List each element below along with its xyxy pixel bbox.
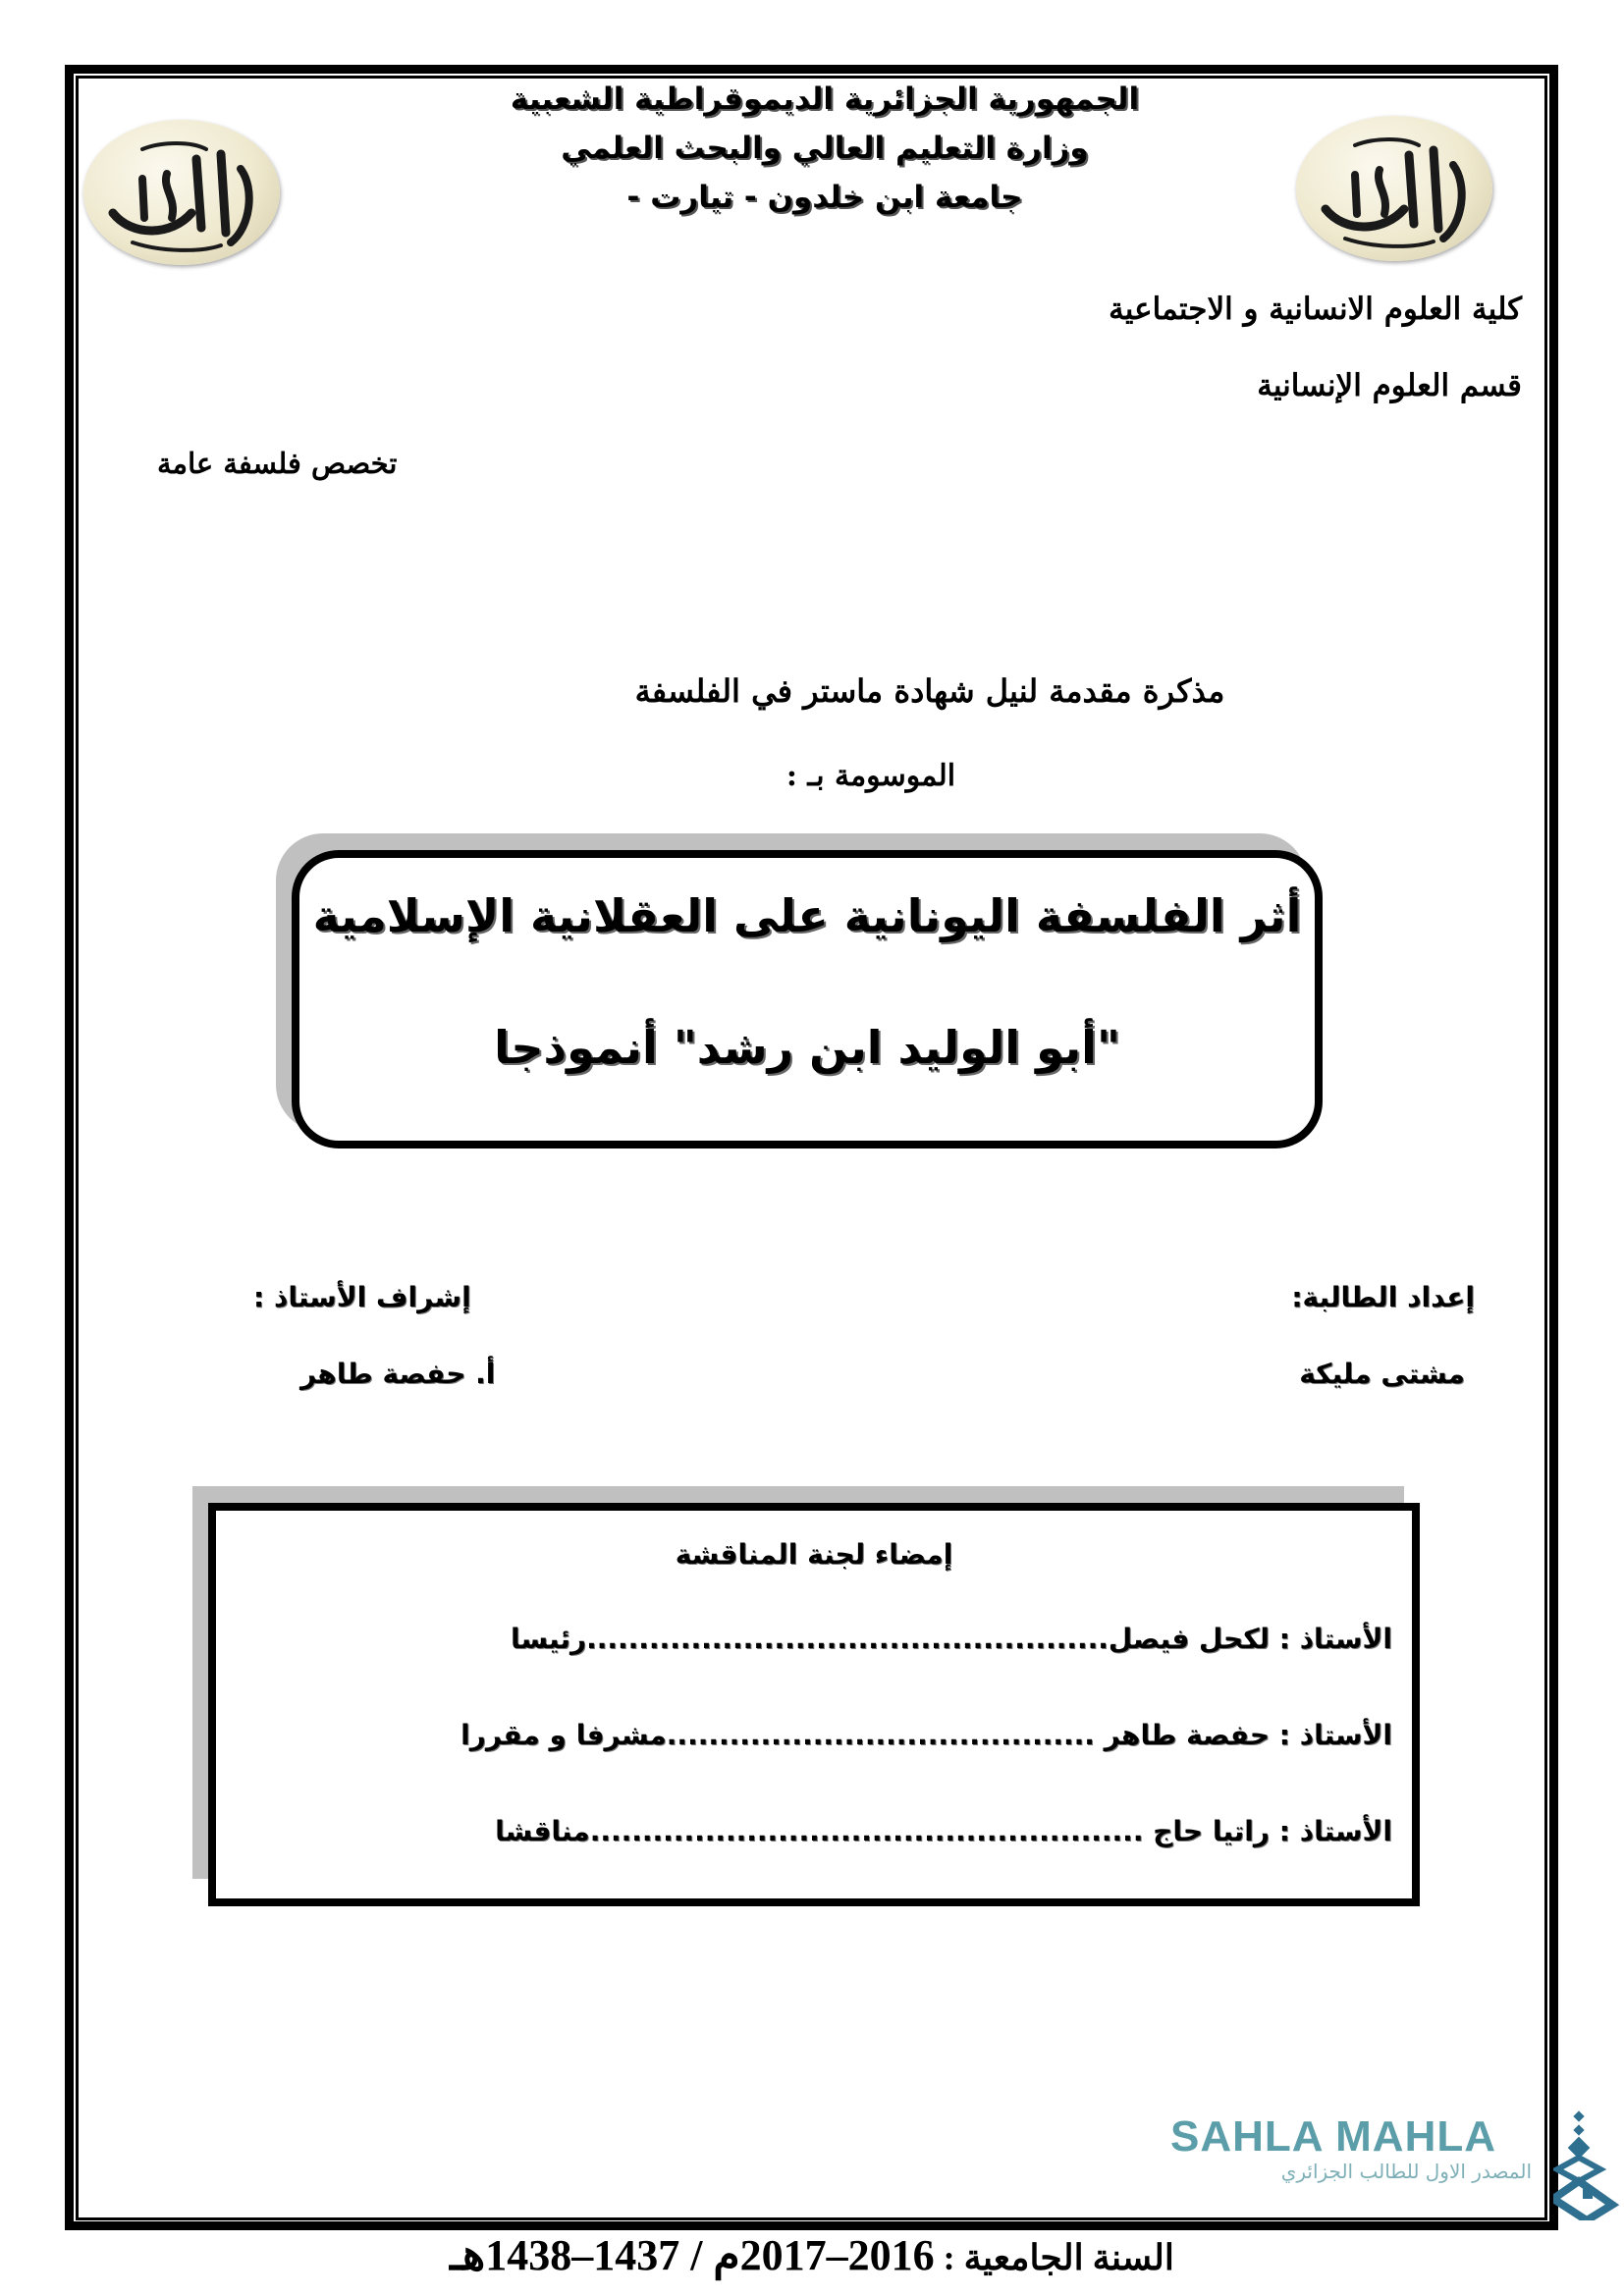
supervisor-name: أ. حفصة طاهر: [300, 1358, 496, 1390]
committee-member-president: الأستاذ : لكحل فيصل..................................................رئيسا: [511, 1623, 1392, 1655]
committee-box: [208, 1503, 1420, 1906]
thesis-title-line1: أثر الفلسفة اليونانية على العقلانية الإسلامية: [312, 889, 1302, 942]
academic-year: [0, 2230, 1624, 2280]
watermark-logo-icon: [1553, 2110, 1622, 2220]
specialty: تخصص فلسفة عامة: [157, 447, 398, 480]
thesis-intro: مذكرة مقدمة لنيل شهادة ماستر في الفلسفة: [634, 672, 1225, 710]
committee-title: إمضاء لجنة المناقشة: [675, 1538, 953, 1571]
university-logo-right: [1296, 116, 1492, 261]
faculty-name: كلية العلوم الانسانية و الاجتماعية: [1109, 292, 1522, 327]
titled-label: الموسومة بـ :: [785, 759, 956, 793]
watermark-subtitle: المصدر الاول للطالب الجزائري: [1280, 2160, 1532, 2183]
academic-year-value: 2016–2017م / 1437–1438هـ: [450, 2231, 935, 2279]
academic-year-label: السنة الجامعية :: [943, 2238, 1174, 2277]
calligraphy-logo-icon: [1296, 116, 1492, 261]
university-logo-left: [83, 120, 280, 265]
watermark-title: SAHLA MAHLA: [1170, 2112, 1496, 2161]
ministry-name: وزارة التعليم العالي والبحث العلمي: [561, 131, 1089, 166]
committee-member-examiner: الأستاذ : راتيا حاج .....................................................مناقشا: [495, 1815, 1392, 1847]
university-name: جامعة ابن خلدون - تيارت -: [626, 180, 1023, 215]
supervisor-label: إشراف الأستاذ :: [253, 1281, 471, 1313]
student-name: مشتى مليكة: [1299, 1358, 1465, 1390]
calligraphy-logo-icon: [83, 120, 280, 265]
student-label: إعداد الطالبة:: [1291, 1281, 1475, 1313]
thesis-title-line2: "أبو الوليد ابن رشد" أنموذجا: [494, 1021, 1120, 1074]
country-name: الجمهورية الجزائرية الديموقراطية الشعبية: [510, 81, 1140, 117]
department-name: قسم العلوم الإنسانية: [1257, 368, 1522, 403]
committee-member-supervisor: الأستاذ : حفصة طاهر .........................................مشرفا و مقررا: [460, 1719, 1392, 1751]
thesis-title-box: [292, 850, 1323, 1148]
